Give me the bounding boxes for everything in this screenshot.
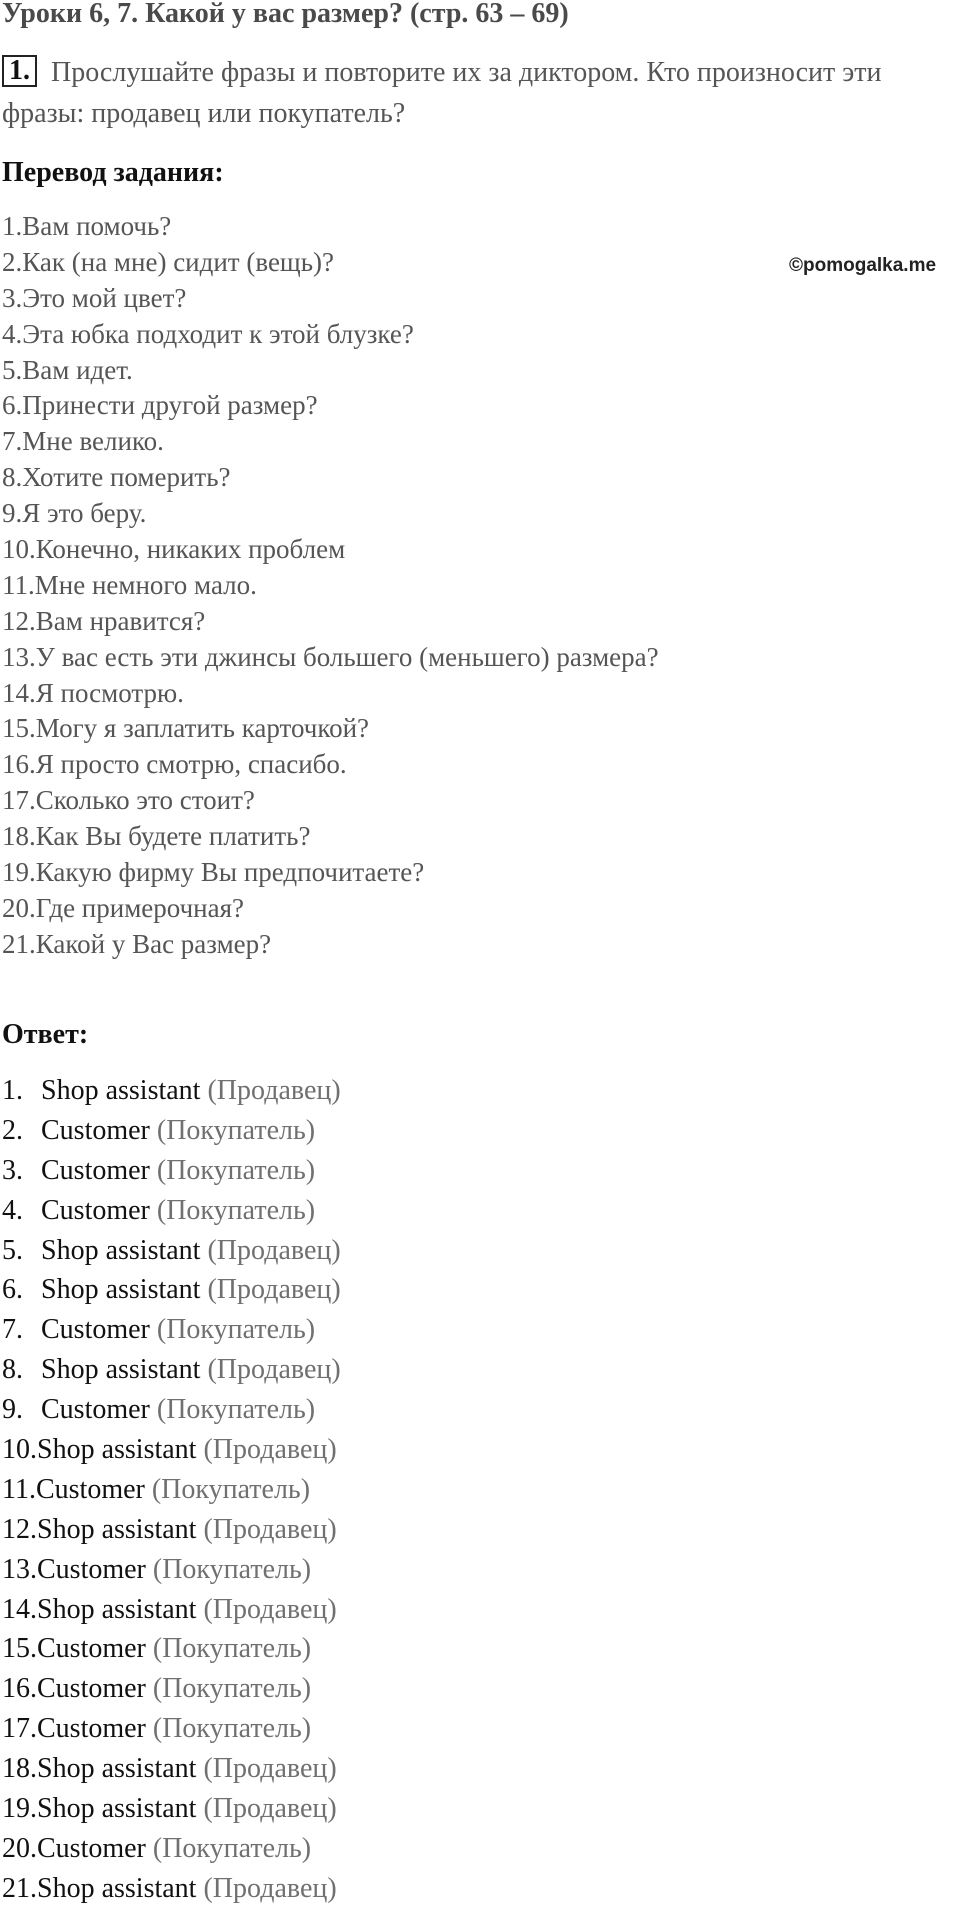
answer-number: 7. [2, 1314, 23, 1346]
answer-role-russian: (Продавец) [207, 1274, 341, 1306]
answer-number: 18. [2, 1753, 37, 1785]
answer-role-russian: (Покупатель) [152, 1633, 312, 1665]
answer-number: 16. [2, 1673, 37, 1705]
answer-role-russian: (Покупатель) [151, 1473, 311, 1505]
translation-item: 15.Могу я заплатить карточкой? [2, 713, 370, 744]
answer-list [2, 1071, 341, 1909]
answer-number: 10. [2, 1434, 37, 1466]
answer-role-russian: (Продавец) [207, 1354, 341, 1386]
answer-number: 6. [2, 1274, 23, 1306]
translation-item: 1.Вам помочь? [2, 211, 172, 241]
answer-role-russian: (Покупатель) [156, 1394, 316, 1426]
answer-number: 8. [2, 1354, 23, 1386]
translation-item: 14.Я посмотрю. [2, 677, 184, 708]
answer-item [2, 1470, 341, 1510]
answer-number: 9. [2, 1394, 23, 1426]
answer-item [2, 1789, 341, 1829]
answer-number: 17. [2, 1713, 37, 1745]
answer-number: 3. [2, 1154, 23, 1186]
answer-item [2, 1709, 341, 1749]
answer-role-english: Shop assistant [37, 1593, 197, 1625]
answer-role-english: Shop assistant [41, 1234, 201, 1266]
task-text: Прослушайте фразы и повторите их за диктором. Кто произносит эти фразы: продавец или покупатель? [2, 57, 882, 129]
answer-heading: Ответ: [2, 1019, 89, 1050]
answer-item [2, 1669, 341, 1709]
answer-number: 5. [2, 1234, 23, 1266]
task-instruction [2, 52, 957, 134]
answer-item [2, 1071, 341, 1111]
answer-role-english: Customer [41, 1194, 150, 1226]
translation-item: 20.Где примерочная? [2, 892, 244, 923]
answer-item [2, 1430, 341, 1470]
answer-number: 4. [2, 1194, 23, 1226]
answer-role-english: Customer [41, 1154, 150, 1186]
answer-item [2, 1350, 341, 1390]
answer-role-russian: (Покупатель) [156, 1114, 316, 1146]
page-title: Уроки 6, 7. Какой у вас размер? (стр. 63 – 69) [2, 0, 569, 29]
translation-item: 11.Мне немного мало. [2, 569, 257, 600]
answer-role-english: Shop assistant [41, 1354, 201, 1386]
watermark: ©pomogalka.me [789, 255, 937, 276]
answer-role-russian: (Покупатель) [156, 1314, 316, 1346]
answer-item [2, 1749, 341, 1789]
translation-item: 7.Мне велико. [2, 426, 164, 457]
answer-number: 13. [2, 1553, 37, 1585]
answer-role-russian: (Покупатель) [152, 1553, 312, 1585]
translation-item: 21.Какой у Вас размер? [2, 928, 272, 959]
translation-list [2, 209, 659, 963]
translation-item: 16.Я просто смотрю, спасибо. [2, 749, 347, 780]
answer-item [2, 1390, 341, 1430]
answer-role-english: Customer [41, 1314, 150, 1346]
answer-role-english: Shop assistant [37, 1753, 197, 1785]
answer-role-russian: (Продавец) [203, 1434, 337, 1466]
answer-role-russian: (Продавец) [203, 1513, 337, 1545]
answer-item [2, 1629, 341, 1669]
answer-number: 1. [2, 1075, 23, 1106]
answer-role-english: Customer [41, 1394, 150, 1426]
answer-item [2, 1510, 341, 1550]
answer-item [2, 1550, 341, 1590]
answer-role-russian: (Продавец) [207, 1234, 341, 1266]
answer-number: 11. [2, 1473, 36, 1505]
answer-role-russian: (Покупатель) [152, 1832, 312, 1864]
answer-number: 14. [2, 1593, 37, 1625]
translation-item: 10.Конечно, никаких проблем [2, 534, 346, 565]
answer-role-russian: (Продавец) [203, 1872, 337, 1904]
answer-role-russian: (Продавец) [203, 1793, 337, 1825]
answer-role-english: Shop assistant [37, 1434, 197, 1466]
answer-item [2, 1869, 341, 1909]
task-number-box: 1. [2, 55, 37, 87]
answer-role-english: Shop assistant [41, 1075, 201, 1106]
answer-role-russian: (Продавец) [207, 1075, 341, 1106]
answer-role-russian: (Продавец) [203, 1753, 337, 1785]
answer-role-english: Shop assistant [37, 1513, 197, 1545]
answer-item [2, 1829, 341, 1869]
answer-item [2, 1310, 341, 1350]
answer-role-russian: (Покупатель) [156, 1194, 316, 1226]
answer-number: 20. [2, 1832, 37, 1864]
translation-item: 6.Принести другой размер? [2, 390, 318, 421]
translation-heading: Перевод задания: [2, 157, 224, 188]
answer-role-english: Customer [37, 1553, 146, 1585]
answer-role-russian: (Покупатель) [152, 1673, 312, 1705]
translation-item: 2.Как (на мне) сидит (вещь)? [2, 246, 335, 277]
answer-number: 2. [2, 1114, 23, 1146]
answer-number: 15. [2, 1633, 37, 1665]
translation-item: 18.Как Вы будете платить? [2, 821, 311, 852]
translation-item: 8.Хотите померить? [2, 462, 231, 493]
answer-role-english: Customer [41, 1114, 150, 1146]
translation-item: 5.Вам идет. [2, 354, 133, 385]
answer-role-english: Shop assistant [37, 1793, 197, 1825]
answer-role-russian: (Покупатель) [152, 1713, 312, 1745]
translation-item: 19.Какую фирму Вы предпочитаете? [2, 857, 425, 888]
answer-item [2, 1231, 341, 1271]
answer-role-russian: (Покупатель) [156, 1154, 316, 1186]
answer-item [2, 1191, 341, 1231]
answer-role-english: Customer [37, 1673, 146, 1705]
answer-item [2, 1111, 341, 1151]
answer-item [2, 1590, 341, 1630]
translation-item: 3.Это мой цвет? [2, 282, 187, 313]
translation-item: 12.Вам нравится? [2, 605, 206, 636]
answer-number: 12. [2, 1513, 37, 1545]
answer-role-english: Customer [35, 1473, 145, 1505]
answer-role-english: Customer [37, 1713, 146, 1745]
answer-number: 21. [2, 1872, 37, 1904]
translation-item: 13.У вас есть эти джинсы большего (меньшего) размера? [2, 641, 659, 672]
answer-role-english: Shop assistant [37, 1872, 197, 1904]
answer-item [2, 1270, 341, 1310]
answer-role-russian: (Продавец) [203, 1593, 337, 1625]
answer-role-english: Customer [37, 1633, 146, 1665]
translation-item: 9.Я это беру. [2, 498, 147, 529]
answer-number: 19. [2, 1793, 37, 1825]
answer-role-english: Shop assistant [41, 1274, 201, 1306]
answer-role-english: Customer [37, 1832, 146, 1864]
translation-item: 17.Сколько это стоит? [2, 785, 255, 816]
answer-item [2, 1151, 341, 1191]
translation-item: 4.Эта юбка подходит к этой блузке? [2, 318, 414, 349]
